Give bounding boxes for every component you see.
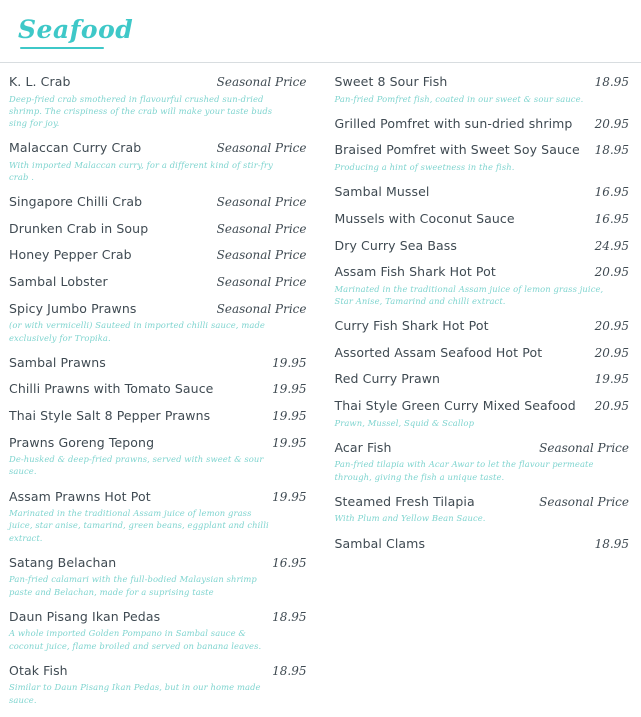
menu-item-head <box>9 247 307 263</box>
menu-item-price: 20.95 <box>595 319 629 333</box>
menu-item-price: 20.95 <box>595 346 629 360</box>
menu-item-price: Seasonal Price <box>217 141 307 155</box>
menu-item-head <box>9 74 307 90</box>
menu-item-price: 16.95 <box>595 185 629 199</box>
menu-item-price: 16.95 <box>595 212 629 226</box>
menu-item <box>9 140 307 183</box>
menu-item <box>335 74 630 105</box>
menu-item-name: Mussels with Coconut Sauce <box>335 211 515 227</box>
menu-item-head <box>335 440 630 456</box>
menu-item-price: 20.95 <box>595 399 629 413</box>
menu-column-left <box>0 74 321 717</box>
menu-item <box>335 184 630 200</box>
menu-item-price: 24.95 <box>595 239 629 253</box>
menu-item-head <box>9 408 307 424</box>
menu-item-name: K. L. Crab <box>9 74 71 90</box>
menu-item <box>335 440 630 483</box>
menu-item-name: Sweet 8 Sour Fish <box>335 74 448 90</box>
menu-item-price: Seasonal Price <box>539 441 629 455</box>
menu-item-head <box>335 238 630 254</box>
menu-item-name: Satang Belachan <box>9 555 116 571</box>
menu-item-price: 16.95 <box>272 556 306 570</box>
menu-item-price: 20.95 <box>595 265 629 279</box>
menu-item-description: A whole imported Golden Pompano in Sambal sauce & coconut juice, flame broiled and served on banana leaves. <box>9 627 307 651</box>
menu-item <box>335 371 630 387</box>
menu-item-price: 19.95 <box>595 372 629 386</box>
menu-item-name: Malaccan Curry Crab <box>9 140 141 156</box>
menu-item-head <box>335 116 630 132</box>
menu-item-price: 19.95 <box>272 490 306 504</box>
menu-item-name: Spicy Jumbo Prawns <box>9 301 137 317</box>
menu-item-description: Deep-fried crab smothered in flavourful crushed sun-dried shrimp. The crispiness of the crab will make your taste buds sing for joy. <box>9 93 307 130</box>
menu-item-name: Drunken Crab in Soup <box>9 221 148 237</box>
menu-item-description: Similar to Daun Pisang Ikan Pedas, but in our home made sauce. <box>9 681 307 705</box>
menu-item-head <box>9 381 307 397</box>
menu-item <box>9 194 307 210</box>
menu-column-right <box>321 74 641 717</box>
menu-item-price: 19.95 <box>272 356 306 370</box>
menu-item-price: Seasonal Price <box>217 275 307 289</box>
menu-item <box>9 274 307 290</box>
menu-item-description: Pan-fried calamari with the full-bodied Malaysian shrimp paste and Belachan, made for a suprising taste <box>9 573 307 597</box>
menu-item-description: Pan-fried Pomfret fish, coated in our sweet & sour sauce. <box>335 93 630 105</box>
menu-item-head <box>335 318 630 334</box>
menu-item <box>9 663 307 706</box>
menu-item <box>335 238 630 254</box>
menu-item-name: Steamed Fresh Tilapia <box>335 494 475 510</box>
title-underline <box>20 47 104 49</box>
menu-item-name: Assorted Assam Seafood Hot Pot <box>335 345 543 361</box>
menu-item-price: 19.95 <box>272 382 306 396</box>
menu-item-name: Daun Pisang Ikan Pedas <box>9 609 160 625</box>
menu-item-head <box>335 264 630 280</box>
menu-item-head <box>9 221 307 237</box>
menu-item-head <box>9 194 307 210</box>
menu-item <box>9 74 307 129</box>
menu-item-price: 18.95 <box>595 75 629 89</box>
menu-item-name: Sambal Lobster <box>9 274 108 290</box>
menu-item-head <box>335 74 630 90</box>
menu-item-name: Assam Prawns Hot Pot <box>9 489 151 505</box>
menu-item-description: Prawn, Mussel, Squid & Scallop <box>335 417 630 429</box>
menu-item-price: 19.95 <box>272 409 306 423</box>
menu-item <box>9 221 307 237</box>
menu-item-description: De-husked & deep-fried prawns, served with sweet & sour sauce. <box>9 453 307 477</box>
menu-item <box>9 609 307 652</box>
menu-item-description: Marinated in the traditional Assam juice of lemon grass juice, Star Anise, Tamarind and chilli extract. <box>335 283 630 307</box>
menu-item-name: Red Curry Prawn <box>335 371 441 387</box>
menu-item-description: (or with vermicelli) Sauteed in imported chilli sauce, made exclusively for Tropika. <box>9 319 307 343</box>
menu-item-name: Braised Pomfret with Sweet Soy Sauce <box>335 142 580 158</box>
menu-item-head <box>9 301 307 317</box>
menu-item <box>335 536 630 552</box>
menu-item <box>9 555 307 598</box>
header-divider <box>0 62 641 63</box>
page-title: Seafood <box>0 0 641 44</box>
menu-item <box>9 247 307 263</box>
menu-item <box>335 116 630 132</box>
menu-item-price: Seasonal Price <box>217 302 307 316</box>
menu-item-price: 18.95 <box>272 664 306 678</box>
menu-item-name: Otak Fish <box>9 663 68 679</box>
menu-item-description: Producing a hint of sweetness in the fish. <box>335 161 630 173</box>
menu-item-name: Sambal Prawns <box>9 355 106 371</box>
menu-item-head <box>9 274 307 290</box>
menu-item-price: Seasonal Price <box>217 75 307 89</box>
menu-item <box>335 142 630 173</box>
menu-item <box>9 489 307 544</box>
menu-item-head <box>9 140 307 156</box>
menu-item-price: 18.95 <box>595 143 629 157</box>
menu-item-name: Chilli Prawns with Tomato Sauce <box>9 381 213 397</box>
menu-item-head <box>9 663 307 679</box>
menu-item-price: 19.95 <box>272 436 306 450</box>
menu-item-head <box>335 398 630 414</box>
menu-item-head <box>335 371 630 387</box>
menu-item-description: Pan-fried tilapia with Acar Awar to let the flavour permeate through, giving the fish a unique taste. <box>335 458 630 482</box>
menu-item-head <box>335 345 630 361</box>
menu-item <box>335 211 630 227</box>
menu-item-head <box>9 489 307 505</box>
menu-item <box>335 345 630 361</box>
menu-item-description: With imported Malaccan curry, for a different kind of stir-fry crab . <box>9 159 307 183</box>
menu-item-price: 18.95 <box>272 610 306 624</box>
menu-item-description: With Plum and Yellow Bean Sauce. <box>335 512 630 524</box>
menu-item-head <box>335 211 630 227</box>
menu-item-name: Singapore Chilli Crab <box>9 194 142 210</box>
menu-item <box>335 264 630 307</box>
menu-item <box>9 381 307 397</box>
menu-item-name: Curry Fish Shark Hot Pot <box>335 318 489 334</box>
menu-item <box>9 408 307 424</box>
menu-item-price: Seasonal Price <box>217 248 307 262</box>
menu-item-head <box>9 435 307 451</box>
menu-item-name: Grilled Pomfret with sun-dried shrimp <box>335 116 573 132</box>
menu-item <box>335 494 630 525</box>
menu-item-head <box>335 142 630 158</box>
menu-columns <box>0 74 641 717</box>
menu-item-name: Sambal Mussel <box>335 184 430 200</box>
menu-item-price: Seasonal Price <box>217 222 307 236</box>
menu-item <box>9 301 307 344</box>
menu-item-price: 20.95 <box>595 117 629 131</box>
menu-item-name: Dry Curry Sea Bass <box>335 238 458 254</box>
menu-item-head <box>9 609 307 625</box>
menu-item-name: Acar Fish <box>335 440 392 456</box>
menu-item-name: Assam Fish Shark Hot Pot <box>335 264 496 280</box>
menu-item-head <box>9 355 307 371</box>
menu-item <box>335 398 630 429</box>
menu-item-name: Honey Pepper Crab <box>9 247 132 263</box>
menu-item-head <box>9 555 307 571</box>
menu-item-head <box>335 184 630 200</box>
menu-item-name: Prawns Goreng Tepong <box>9 435 154 451</box>
menu-item-head <box>335 494 630 510</box>
menu-item-head <box>335 536 630 552</box>
menu-item <box>335 318 630 334</box>
menu-item-price: 18.95 <box>595 537 629 551</box>
menu-item-name: Sambal Clams <box>335 536 426 552</box>
menu-item-description: Marinated in the traditional Assam juice of lemon grass juice, star anise, tamarind, green beans, eggplant and chilli extract. <box>9 507 307 544</box>
menu-item <box>9 435 307 478</box>
menu-item-price: Seasonal Price <box>539 495 629 509</box>
menu-item-name: Thai Style Salt 8 Pepper Prawns <box>9 408 210 424</box>
menu-item <box>9 355 307 371</box>
menu-item-name: Thai Style Green Curry Mixed Seafood <box>335 398 576 414</box>
menu-item-price: Seasonal Price <box>217 195 307 209</box>
